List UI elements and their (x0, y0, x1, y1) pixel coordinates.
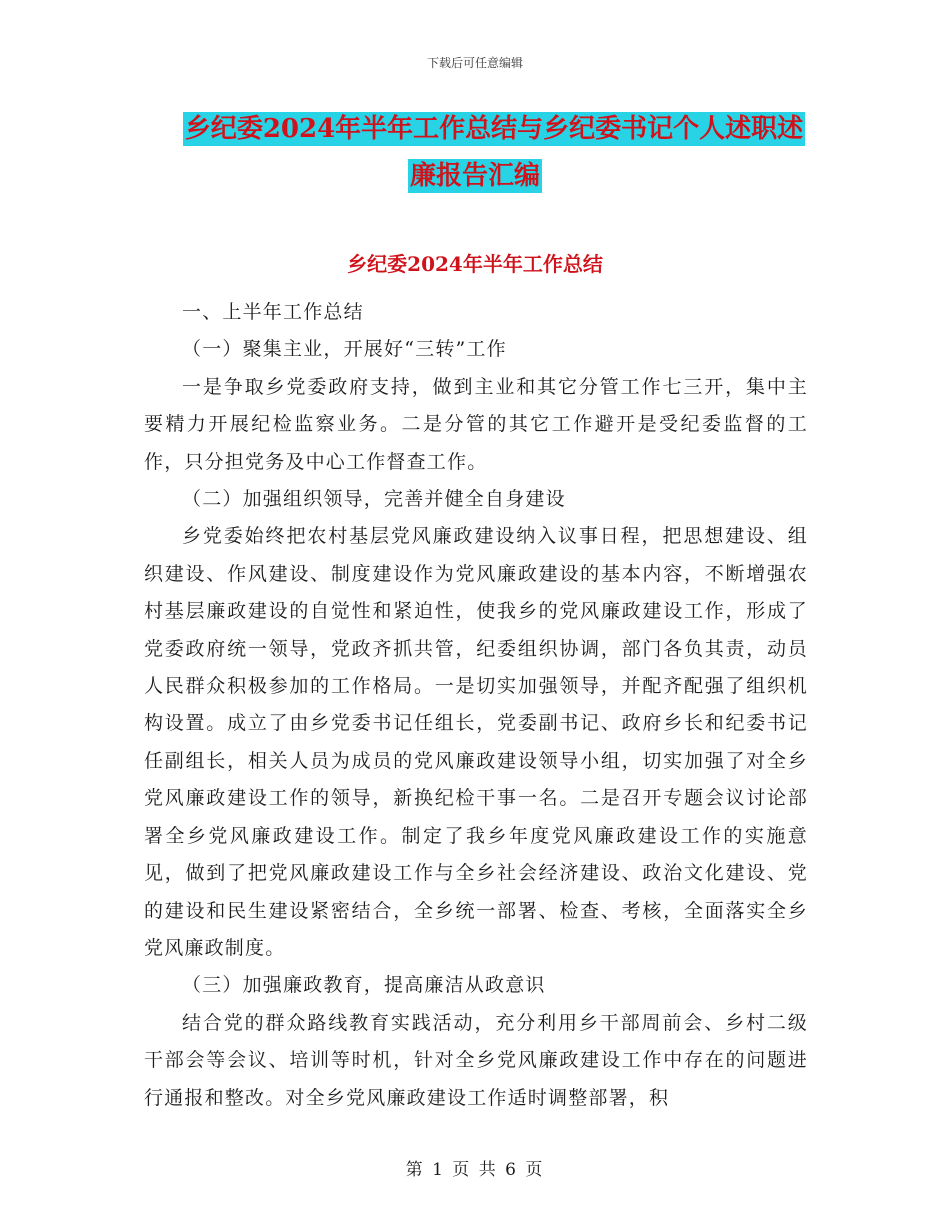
title-line-2: 廉报告汇编 (409, 161, 540, 191)
section-title: 乡纪委2024年半年工作总结 (347, 252, 603, 276)
title-line-1: 乡纪委2024年半年工作总结与乡纪委书记个人述职述 (184, 114, 804, 144)
paragraph-3: 结合党的群众路线教育实践活动，充分利用乡干部周前会、乡村二级干部会等会议、培训等时机，针对全乡党风廉政建设工作中存在的问题进行通报和整改。对全乡党风廉政建设工作适时调整部署，积 (144, 1011, 808, 1109)
document-title (0, 112, 950, 193)
heading-1: 一、上半年工作总结 (182, 301, 364, 323)
subheading-1: （一）聚集主业，开展好“三转”工作 (182, 338, 507, 361)
header-note: 下载后可任意编辑 (426, 56, 523, 70)
paragraph-1: 一是争取乡党委政府支持，做到主业和其它分管工作七三开，集中主要精力开展纪检监察业务。二是分管的其它工作避开是受纪委监督的工作，只分担党务及中心工作督查工作。 (144, 375, 808, 473)
subheading-3: （三）加强廉政教育，提高廉洁从政意识 (182, 974, 546, 997)
document-body (144, 294, 808, 1117)
paragraph-2: 乡党委始终把农村基层党风廉政建设纳入议事日程，把思想建设、组织建设、作风建设、制度建设作为党风廉政建设的基本内容，不断增强农村基层廉政建设的自觉性和紧迫性，使我乡的党风廉政建设工作，形成了党委政府统一领导，党政齐抓共管，纪委组织协调，部门各负其责，动员人民群众积极参加的工作格局。一是切实加强领导，并配齐配强了组织机构设置。成立了由乡党委书记任组长，党委副书记、政府乡长和纪委书记任副组长，相关人员为成员的党风廉政建设领导小组，切实加强了对全乡党风廉政建设工作的领导，新换纪检干事一名。二是召开专题会议讨论部署全乡党风廉政建设工作。制定了我乡年度党风廉政建设工作的实施意见，做到了把党风廉政建设工作与全乡社会经济建设、政治文化建设、党的建设和民生建设紧密结合，全乡统一部署、检查、考核，全面落实全乡党风廉政制度。 (144, 525, 808, 959)
subheading-2: （二）加强组织领导，完善并健全自身建设 (182, 488, 566, 511)
page-footer: 第 1 页 共 6 页 (405, 1160, 545, 1180)
